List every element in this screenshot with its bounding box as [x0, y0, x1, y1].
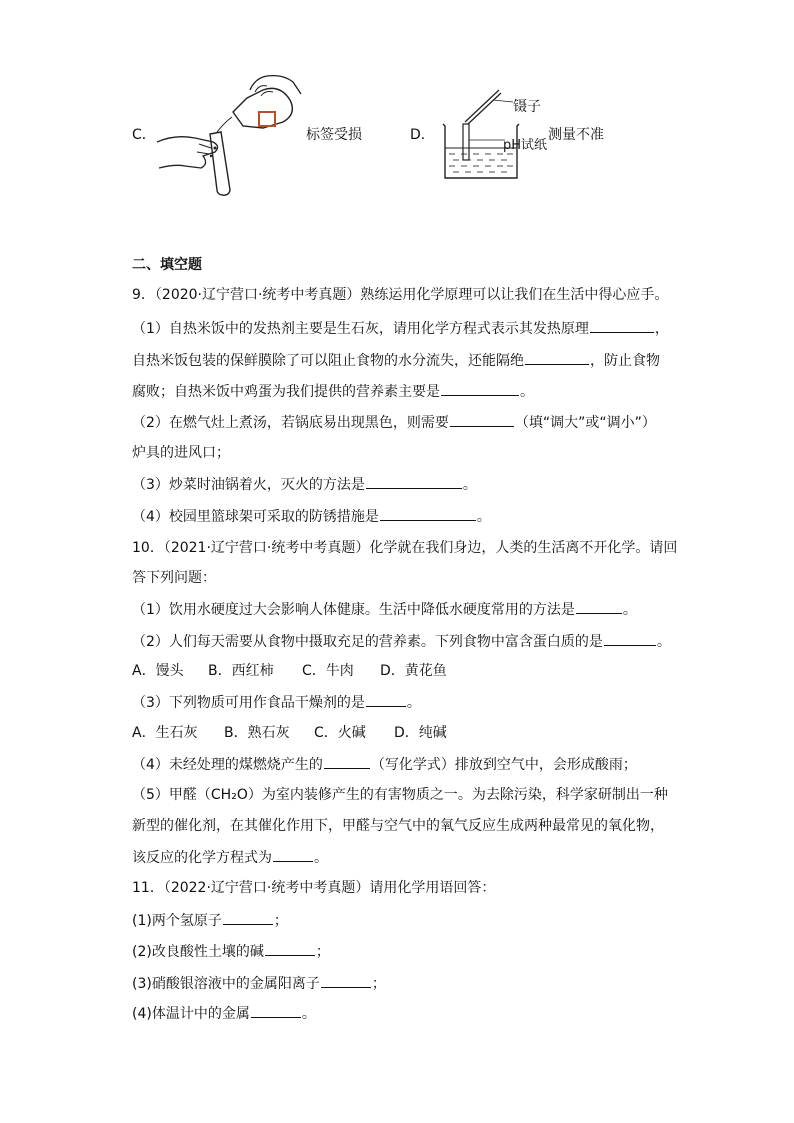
q10-options-2	[132, 723, 447, 743]
q11-2-blank[interactable]	[265, 941, 315, 956]
q10-text: 。	[314, 850, 328, 866]
q9-3-blank[interactable]	[366, 474, 462, 489]
q9-text: （3）炒菜时油锅着火，灭火的方法是	[132, 477, 365, 493]
q10-line-1	[132, 599, 637, 620]
q10-line-6: 新型的催化剂，在其催化作用下，甲醛与空气中的氧气反应生成两种最常见的氧化物，	[132, 818, 664, 834]
q11-4-blank[interactable]	[251, 1003, 301, 1018]
q10-text: 。	[622, 602, 637, 618]
q11-1-blank[interactable]	[223, 910, 273, 925]
option-d-letter: D．	[410, 127, 435, 143]
q10-3-blank[interactable]	[366, 692, 406, 707]
q9-4-blank[interactable]	[380, 506, 476, 521]
q10-text: （4）未经处理的煤燃烧产生的	[132, 757, 323, 773]
q9-line-7	[132, 506, 491, 527]
option-c-letter: C．	[132, 127, 156, 143]
q10-text: 该反应的化学方程式为	[132, 850, 272, 866]
q10-1-blank[interactable]	[576, 599, 622, 614]
q10-line-4	[132, 754, 637, 775]
q11-line-1	[132, 910, 288, 931]
q10-text: 。	[406, 695, 421, 711]
q9-text: ，防止食物	[590, 353, 660, 369]
q10-heading-2: 答下列问题：	[132, 570, 216, 586]
section-title: 二、填空题	[132, 257, 202, 273]
q9-1-blank-a[interactable]	[590, 318, 654, 333]
q10-text: （3）下列物质可用作食品干燥剂的是	[132, 695, 365, 711]
q9-text: 。	[462, 477, 477, 493]
q11-heading: 11．（2022·辽宁营口·统考中考真题）请用化学用语回答：	[132, 880, 496, 896]
q10-option-c[interactable]: C．牛肉	[302, 663, 354, 679]
q9-text: 自热米饭包装的保鲜膜除了可以阻止食物的水分流失，还能隔绝	[132, 353, 524, 369]
q11-line-2	[132, 941, 330, 962]
q10-text: 。	[656, 634, 671, 650]
q10-option-b[interactable]: B．熟石灰	[224, 725, 290, 741]
q9-text: 。	[476, 509, 491, 525]
q9-line-5: 炉具的进风口；	[132, 445, 230, 461]
q10-5-blank[interactable]	[273, 847, 313, 862]
q10-4-blank[interactable]	[324, 754, 370, 769]
q11-text: ；	[371, 976, 386, 992]
q9-text: （填“调大”或“调小”）	[514, 415, 656, 431]
q11-3-blank[interactable]	[321, 973, 371, 988]
q10-option-b[interactable]: B．西红柿	[208, 663, 274, 679]
q9-text: （1）自热米饭中的发热剂主要是生石灰，请用化学方程式表示其发热原理	[132, 321, 589, 337]
q10-option-d[interactable]: D．黄花鱼	[380, 663, 447, 679]
q11-text: (2)改良酸性土壤的碱	[132, 944, 264, 960]
q10-text: （1）饮用水硬度过大会影响人体健康。生活中降低水硬度常用的方法是	[132, 602, 575, 618]
q11-line-4	[132, 1003, 316, 1024]
q10-2-blank[interactable]	[604, 631, 656, 646]
q9-heading: 9．（2020·辽宁营口·统考中考真题）熟练运用化学原理可以让我们在生活中得心应手。	[132, 287, 669, 303]
q9-line-3	[132, 381, 534, 402]
q9-1-blank-c[interactable]	[441, 381, 519, 396]
q9-text: （4）校园里篮球架可采取的防锈措施是	[132, 509, 379, 525]
q9-text: ，	[654, 321, 669, 337]
q10-options-1	[132, 661, 447, 681]
q10-option-a[interactable]: A．馒头	[132, 663, 184, 679]
q9-line-6	[132, 474, 477, 495]
q11-text: (4)体温计中的金属	[132, 1006, 250, 1022]
q10-option-d[interactable]: D．纯碱	[394, 725, 447, 741]
tweezer-label: 镊子	[513, 99, 541, 115]
q9-text: （2）在燃气灶上煮汤，若锅底易出现黑色，则需要	[132, 415, 449, 431]
q11-text: ；	[315, 944, 330, 960]
q10-option-c[interactable]: C．火碱	[314, 725, 366, 741]
q9-text: 。	[520, 384, 534, 400]
q10-text: （写化学式）排放到空气中，会形成酸雨；	[370, 757, 637, 773]
q11-text: (1)两个氢原子	[132, 913, 222, 929]
q10-text: （2）人们每天需要从食物中摄取充足的营养素。下列食物中富含蛋白质的是	[132, 634, 603, 650]
q10-option-a[interactable]: A．生石灰	[132, 725, 198, 741]
option-d-caption: 测量不准	[548, 127, 604, 143]
q9-1-blank-b[interactable]	[525, 350, 589, 365]
q9-line-2	[132, 350, 660, 371]
ph-paper-label: pH试纸	[503, 138, 548, 153]
pouring-liquid-illustration	[155, 72, 305, 197]
q11-text: 。	[301, 1006, 316, 1022]
q11-text: (3)硝酸银溶液中的金属阳离子	[132, 976, 320, 992]
q11-line-3	[132, 973, 386, 994]
q9-line-1	[132, 318, 669, 339]
q10-line-5: （5）甲醛（CH₂O）为室内装修产生的有害物质之一。为去除污染，科学家研制出一种	[132, 787, 668, 803]
q9-text: 腐败；自热米饭中鸡蛋为我们提供的营养素主要是	[132, 384, 440, 400]
q11-text: ；	[273, 913, 288, 929]
q10-line-2	[132, 631, 671, 652]
q10-line-7	[132, 847, 328, 868]
q10-heading-1: 10．（2021·辽宁营口·统考中考真题）化学就在我们身边，人类的生活离不开化学。请回	[132, 540, 678, 556]
q9-line-4	[132, 412, 656, 433]
q10-line-3	[132, 692, 421, 713]
option-c-caption: 标签受损	[306, 127, 362, 143]
q9-2-blank[interactable]	[450, 412, 514, 427]
